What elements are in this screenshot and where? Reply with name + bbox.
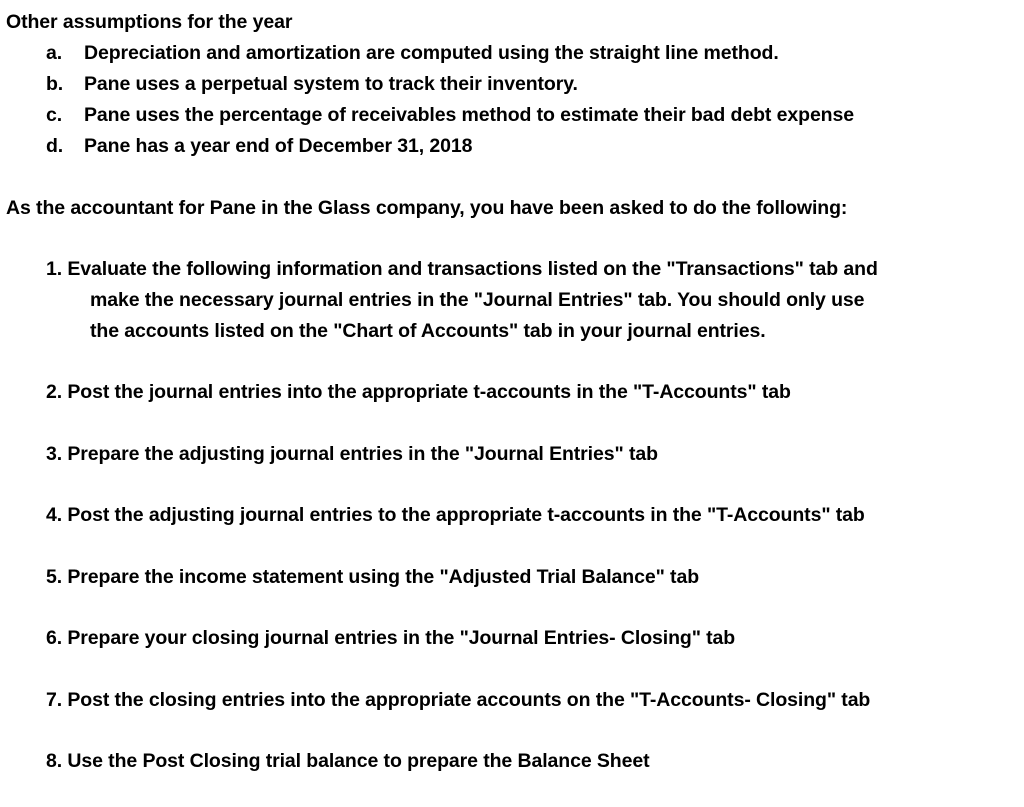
assumption-marker: b. bbox=[46, 73, 64, 95]
task-text-line: the accounts listed on the "Chart of Accounts" tab in your journal entries. bbox=[90, 320, 766, 342]
task-item: 8. Use the Post Closing trial balance to prepare the Balance Sheet bbox=[46, 750, 650, 772]
intro-text: As the accountant for Pane in the Glass company, you have been asked to do the following: bbox=[6, 197, 848, 219]
assumption-marker: a. bbox=[46, 42, 63, 64]
task-item: 4. Post the adjusting journal entries to the appropriate t-accounts in the "T-Accounts" tab bbox=[46, 504, 865, 526]
task-item: 2. Post the journal entries into the appropriate t-accounts in the "T-Accounts" tab bbox=[46, 381, 791, 403]
assumption-text: Depreciation and amortization are computed using the straight line method. bbox=[84, 42, 779, 64]
task-item: 5. Prepare the income statement using the "Adjusted Trial Balance" tab bbox=[46, 566, 700, 588]
task-text-line: 1. Evaluate the following information and transactions listed on the "Transactions" tab and bbox=[46, 258, 878, 280]
task-item: 3. Prepare the adjusting journal entries in the "Journal Entries" tab bbox=[46, 443, 658, 465]
assumption-text: Pane has a year end of December 31, 2018 bbox=[84, 135, 473, 157]
assumption-text: Pane uses the percentage of receivables method to estimate their bad debt expense bbox=[84, 104, 854, 126]
task-text-line: make the necessary journal entries in the "Journal Entries" tab. You should only use bbox=[90, 289, 865, 311]
assumptions-heading: Other assumptions for the year bbox=[6, 11, 293, 33]
task-item: 6. Prepare your closing journal entries in the "Journal Entries- Closing" tab bbox=[46, 627, 736, 649]
assumption-marker: c. bbox=[46, 104, 63, 126]
task-item: 7. Post the closing entries into the appropriate accounts on the "T-Accounts- Closing" tab bbox=[46, 689, 871, 711]
assumption-text: Pane uses a perpetual system to track their inventory. bbox=[84, 73, 578, 95]
assumption-marker: d. bbox=[46, 135, 64, 157]
